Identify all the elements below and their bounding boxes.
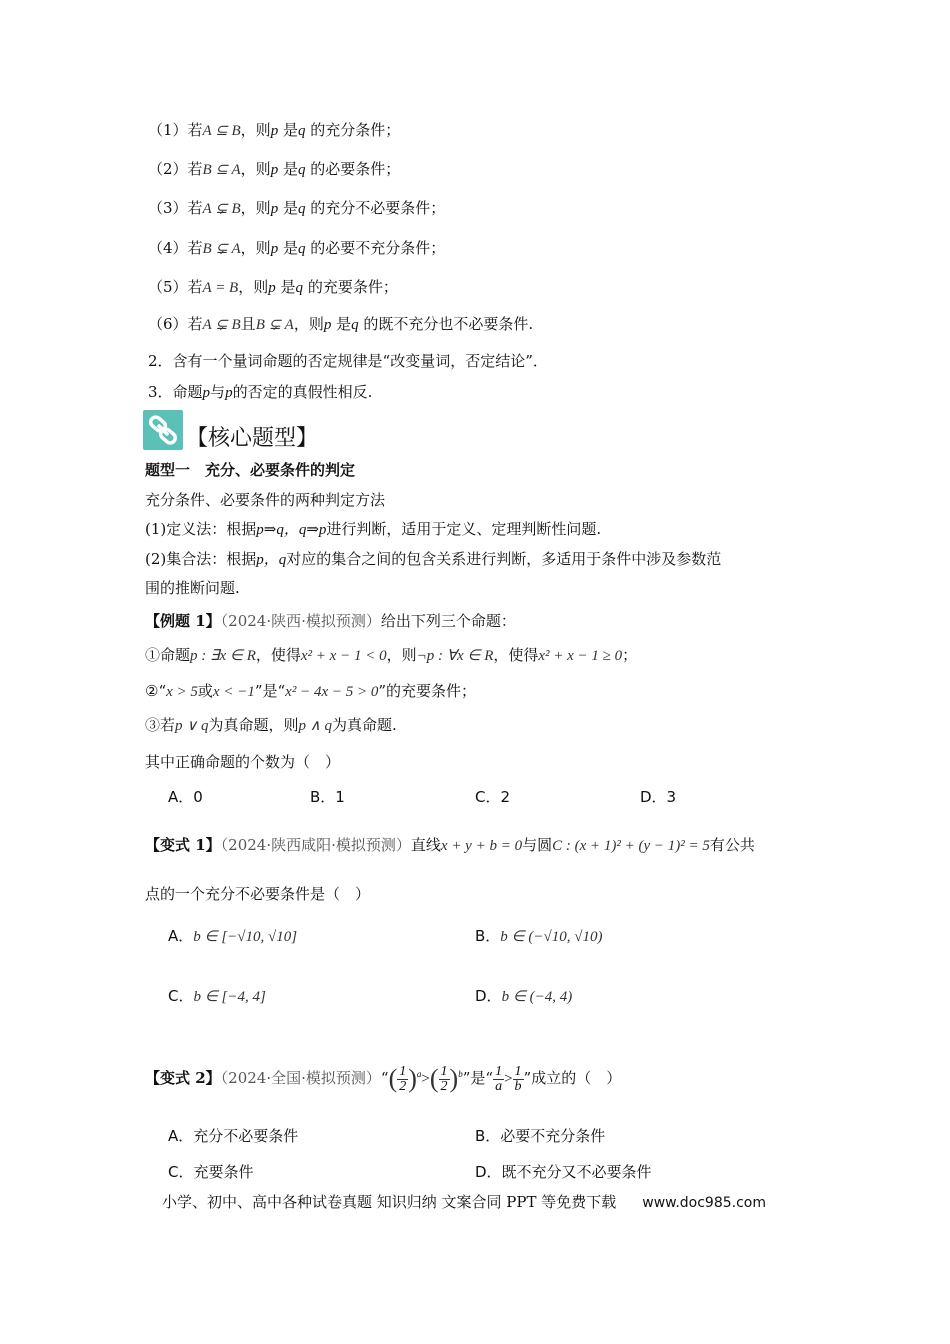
option-label: A． <box>168 927 194 945</box>
text: ①命题 <box>145 646 191 664</box>
option-label: C． <box>168 987 194 1005</box>
text: ”是“ <box>254 682 286 700</box>
math-expr: A ⊊ B <box>202 317 241 333</box>
fraction <box>439 1065 450 1094</box>
condition-5 <box>148 277 398 298</box>
math-var: p <box>268 280 276 296</box>
math-var: p <box>225 385 233 401</box>
math-var: q <box>297 123 306 139</box>
statement-2 <box>145 681 476 702</box>
fraction <box>493 1065 504 1094</box>
statement-3 <box>145 715 397 736</box>
condition-number: （1）若 <box>148 121 203 139</box>
text: (1)定义法：根据 <box>145 520 257 538</box>
math-expr: b ∈ (−√10, √10) <box>500 929 603 945</box>
math-expr: p ∧ q <box>298 718 332 734</box>
text: 给出下列三个命题： <box>380 612 516 630</box>
text: ，使得 <box>493 646 539 664</box>
math-expr: A ⊆ B <box>202 123 241 139</box>
math-var: p <box>323 317 332 333</box>
condition-2 <box>148 159 400 180</box>
math-expr: B ⊊ A <box>255 317 294 333</box>
math-var: q <box>297 201 306 217</box>
text: ，则 <box>240 239 271 257</box>
math-expr: ¬p : ∀x ∈ R <box>416 648 494 664</box>
operator: > <box>504 1071 513 1087</box>
exponent: b <box>458 1069 463 1079</box>
math-expr: A = B <box>202 280 239 296</box>
option-c[interactable]: C．2 <box>475 788 511 806</box>
method-1 <box>145 519 601 540</box>
text: ③若 <box>145 716 176 734</box>
numerator: 1 <box>495 1063 503 1079</box>
condition-number: （4）若 <box>148 239 203 257</box>
math-expr: x² + x − 1 ≥ 0 <box>538 648 623 664</box>
example-1-header <box>145 611 516 631</box>
math-var: p <box>202 385 211 401</box>
text: 的必要条件； <box>310 160 401 178</box>
text: 为真命题. <box>332 716 397 734</box>
rule-3 <box>148 382 372 403</box>
link-icon <box>143 410 183 450</box>
math-expr: B ⊆ A <box>202 162 241 178</box>
text: 是 <box>282 160 298 178</box>
question-text: 其中正确命题的个数为（ ） <box>145 753 341 771</box>
rule-2: 2．含有一个量词命题的否定规律是“改变量词，否定结论”． <box>148 352 548 370</box>
math-expr: x < −1 <box>212 684 255 700</box>
math-expr: b ∈ [−4, 4] <box>193 989 266 1005</box>
option-b[interactable]: B．必要不充分条件 <box>475 1127 606 1145</box>
math-var: q <box>295 280 304 296</box>
paren: ) <box>449 1064 459 1093</box>
text: ，则 <box>238 278 269 296</box>
math-var: q <box>297 241 306 257</box>
math-expr: p，q <box>256 552 287 568</box>
condition-number: （2）若 <box>148 160 203 178</box>
type-intro: 充分条件、必要条件的两种判定方法 <box>145 491 386 509</box>
text: 的必要不充分条件； <box>310 239 446 257</box>
text: ，则 <box>293 315 324 333</box>
text: ”的充要条件； <box>378 682 477 700</box>
option-d[interactable]: D．既不充分又不必要条件 <box>475 1163 652 1181</box>
text: 进行判断，适用于定义、定理判断性问题. <box>326 520 602 538</box>
text: 3．命题 <box>148 383 203 401</box>
option-b[interactable]: B．1 <box>310 788 345 806</box>
math-expr: p : ∃x ∈ R <box>190 648 256 664</box>
text: 是 <box>282 121 298 139</box>
text: ，使得 <box>255 646 301 664</box>
option-a[interactable]: A．充分不必要条件 <box>168 1127 299 1145</box>
source-tag: （2024·陕西咸阳·模拟预测） <box>220 836 411 854</box>
option-c[interactable]: C．充要条件 <box>168 1163 254 1181</box>
text: ”是“ <box>462 1069 494 1087</box>
denominator: b <box>514 1078 522 1094</box>
paren: ( <box>429 1064 439 1093</box>
text: 对应的集合之间的包含关系进行判断，多适用于条件中涉及参数范 <box>286 550 722 568</box>
text: 直线 <box>410 836 441 854</box>
text: ，则 <box>386 646 417 664</box>
text: ，则 <box>240 199 271 217</box>
math-var: q <box>297 162 306 178</box>
numerator: 1 <box>399 1063 407 1079</box>
numerator: 1 <box>514 1063 522 1079</box>
text: 的既不充分也不必要条件. <box>363 315 534 333</box>
math-var: q <box>351 317 359 333</box>
text: “ <box>380 1069 389 1087</box>
text: 与 <box>210 383 226 401</box>
numerator: 1 <box>440 1063 448 1079</box>
example-label: 【例题 1】 <box>145 612 221 630</box>
math-expr: x² + x − 1 < 0 <box>300 648 387 664</box>
math-expr: b ∈ [−√10, √10] <box>193 929 298 945</box>
method-2 <box>145 549 721 570</box>
text: ； <box>622 646 638 664</box>
option-b[interactable] <box>475 926 602 947</box>
math-expr: p ∨ q <box>175 718 209 734</box>
option-d[interactable] <box>475 986 572 1007</box>
text: 的否定的真假性相反. <box>232 383 373 401</box>
condition-number: （6）若 <box>148 315 203 333</box>
math-expr: A ⊊ B <box>202 201 241 217</box>
variant-1-header <box>145 835 755 856</box>
method-2-cont: 围的推断问题. <box>145 579 240 597</box>
text: 是 <box>336 315 352 333</box>
text: 是 <box>282 199 298 217</box>
text: 有公共 <box>709 836 755 854</box>
text: 的充分不必要条件； <box>310 199 446 217</box>
math-expr: x + y + b = 0 <box>440 838 523 854</box>
text: 或 <box>197 682 213 700</box>
text: 的充要条件； <box>307 278 398 296</box>
denominator: a <box>495 1078 503 1094</box>
text: 为真命题，则 <box>208 716 299 734</box>
text: ，则 <box>240 160 271 178</box>
math-expr: x > 5 <box>166 684 198 700</box>
variant-2-header <box>145 1054 621 1094</box>
math-expr: b ∈ (−4, 4) <box>501 989 573 1005</box>
denominator: 2 <box>399 1078 407 1094</box>
section-title: 【核心题型】 <box>186 426 319 451</box>
math-expr: C : (x + 1)² + (y − 1)² = 5 <box>552 838 710 854</box>
text: 是 <box>280 278 296 296</box>
statement-1 <box>145 645 637 666</box>
exponent: a <box>416 1069 422 1079</box>
option-a[interactable] <box>168 926 297 947</box>
paren: ( <box>388 1064 398 1093</box>
source-tag: （2024·陕西·模拟预测） <box>220 612 381 630</box>
text: (2)集合法：根据 <box>145 550 257 568</box>
math-expr: x² − 4x − 5 > 0 <box>285 684 379 700</box>
footer-link[interactable]: www.doc985.com <box>642 1195 767 1211</box>
text: 是 <box>282 239 298 257</box>
variant-label: 【变式 2】 <box>145 1069 221 1087</box>
condition-number: （5）若 <box>148 278 203 296</box>
math-var: p <box>270 162 279 178</box>
fraction <box>513 1065 524 1094</box>
operator: > <box>421 1071 430 1087</box>
option-label: B． <box>475 927 501 945</box>
denominator: 2 <box>440 1078 448 1094</box>
option-d[interactable]: D．3 <box>640 788 677 806</box>
page-footer <box>162 1192 766 1213</box>
text: ②“ <box>145 682 167 700</box>
fraction <box>397 1065 408 1094</box>
condition-4 <box>148 238 445 259</box>
variant-label: 【变式 1】 <box>145 836 221 854</box>
text: 与圆 <box>522 836 553 854</box>
condition-1 <box>148 120 400 141</box>
option-a[interactable]: A．0 <box>168 788 203 806</box>
text: 的充分条件； <box>310 121 401 139</box>
condition-6 <box>148 314 533 335</box>
text: ”成立的（ ） <box>523 1069 622 1087</box>
text: ，则 <box>240 121 271 139</box>
condition-number: （3）若 <box>148 199 203 217</box>
math-expr: p⇒q，q⇒p <box>256 522 327 538</box>
math-var: p <box>270 201 279 217</box>
option-c[interactable] <box>168 986 266 1007</box>
option-label: D． <box>475 987 502 1005</box>
text: 且 <box>240 315 256 333</box>
math-expr: B ⊊ A <box>202 241 241 257</box>
condition-3 <box>148 198 445 219</box>
variant-1-line2: 点的一个充分不必要条件是（ ） <box>145 885 371 903</box>
math-var: p <box>270 241 279 257</box>
source-tag: （2024·全国·模拟预测） <box>220 1069 381 1087</box>
footer-text: 小学、初中、高中各种试卷真题 知识归纳 文案合同 PPT 等免费下载 <box>162 1193 617 1211</box>
math-var: p <box>270 123 279 139</box>
paren: ) <box>408 1064 417 1093</box>
type-heading: 题型一 充分、必要条件的判定 <box>145 461 356 479</box>
